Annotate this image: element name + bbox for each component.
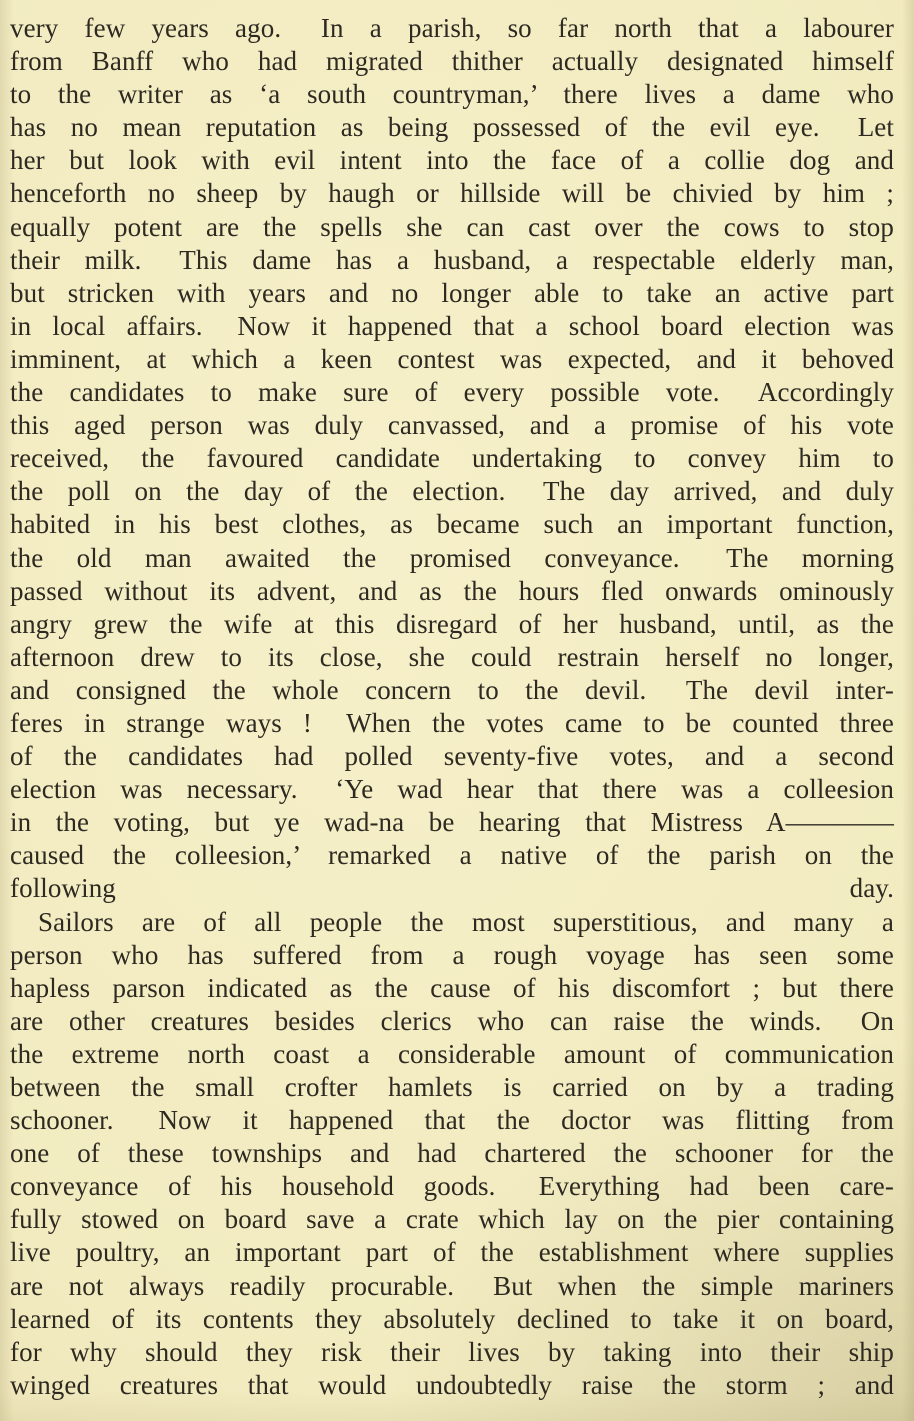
text-line: equally potent are the spells she can cast over the cows to stop xyxy=(10,211,894,242)
text-line: are other creatures besides clerics who can raise the winds. On xyxy=(10,1005,894,1036)
text-line: henceforth no sheep by haugh or hillside will be chivied by him ; xyxy=(10,178,894,209)
text-line: feres in strange ways ! When the votes came to be counted three xyxy=(10,707,894,738)
text-line: has no mean reputation as being possessed of the evil eye. Let xyxy=(10,112,894,143)
paragraph xyxy=(10,906,894,1402)
text-line: in the voting, but ye wad-na be hearing that Mistress A———— xyxy=(10,807,894,838)
text-line: schooner. Now it happened that the doctor was flitting from xyxy=(10,1105,894,1136)
text-line: this aged person was duly canvassed, and a promise of his vote xyxy=(10,410,894,441)
text-line: winged creatures that would undoubtedly raise the storm ; and xyxy=(10,1369,894,1400)
text-line: the candidates to make sure of every possible vote. Accordingly xyxy=(10,377,894,408)
text-line: imminent, at which a keen contest was expected, and it behoved xyxy=(10,343,894,374)
text-line: angry grew the wife at this disregard of her husband, until, as the xyxy=(10,608,894,639)
text-line: but stricken with years and no longer able to take an active part xyxy=(10,277,894,308)
text-line: between the small crofter hamlets is carried on by a trading xyxy=(10,1072,894,1102)
text-line: for why should they risk their lives by taking into their ship xyxy=(10,1336,894,1367)
text-line: her but look with evil intent into the face of a collie dog and xyxy=(10,145,894,176)
paragraph xyxy=(10,12,894,906)
text-line: their milk. This dame has a husband, a respectable elderly man, xyxy=(10,244,894,275)
text-line: and consigned the whole concern to the devil. The devil inter- xyxy=(10,674,894,705)
text-line: are not always readily procurable. But when the simple mariners xyxy=(10,1270,894,1301)
text-line: following day. xyxy=(10,873,894,904)
text-line: learned of its contents they absolutely declined to take it on board, xyxy=(10,1303,894,1334)
text-line: fully stowed on board save a crate which lay on the pier containing xyxy=(10,1204,894,1235)
text-line: election was necessary. ‘Ye wad hear that there was a colleesion xyxy=(10,774,894,805)
text-line: hapless parson indicated as the cause of his discomfort ; but there xyxy=(10,972,894,1003)
text-line: to the writer as ‘a south countryman,’ there lives a dame who xyxy=(10,79,894,110)
text-line: caused the colleesion,’ remarked a native of the parish on the xyxy=(10,840,894,871)
text-line: in local affairs. Now it happened that a school board election was xyxy=(10,310,894,341)
text-line: from Banff who had migrated thither actually designated himself xyxy=(10,46,894,77)
text-line: Sailors are of all people the most superstitious, and many a xyxy=(38,906,894,937)
text-line: one of these townships and had chartered the schooner for the xyxy=(10,1138,894,1169)
text-line: passed without its advent, and as the hours fled onwards ominously xyxy=(10,575,894,606)
text-line: conveyance of his household goods. Everything had been care- xyxy=(10,1171,894,1202)
page-text xyxy=(10,12,894,1402)
text-line: live poultry, an important part of the establishment where supplies xyxy=(10,1237,894,1268)
text-line: received, the favoured candidate undertaking to convey him to xyxy=(10,443,894,474)
text-line: of the candidates had polled seventy-five votes, and a second xyxy=(10,741,894,772)
text-line: the poll on the day of the election. The day arrived, and duly xyxy=(10,476,894,507)
text-line: the old man awaited the promised conveyance. The morning xyxy=(10,542,894,573)
text-line: afternoon drew to its close, she could restrain herself no longer, xyxy=(10,641,894,672)
text-line: very few years ago. In a parish, so far north that a labourer xyxy=(10,13,894,43)
text-line: habited in his best clothes, as became such an important function, xyxy=(10,509,894,540)
text-line: the extreme north coast a considerable amount of communication xyxy=(10,1038,894,1069)
text-line: person who has suffered from a rough voyage has seen some xyxy=(10,939,894,970)
